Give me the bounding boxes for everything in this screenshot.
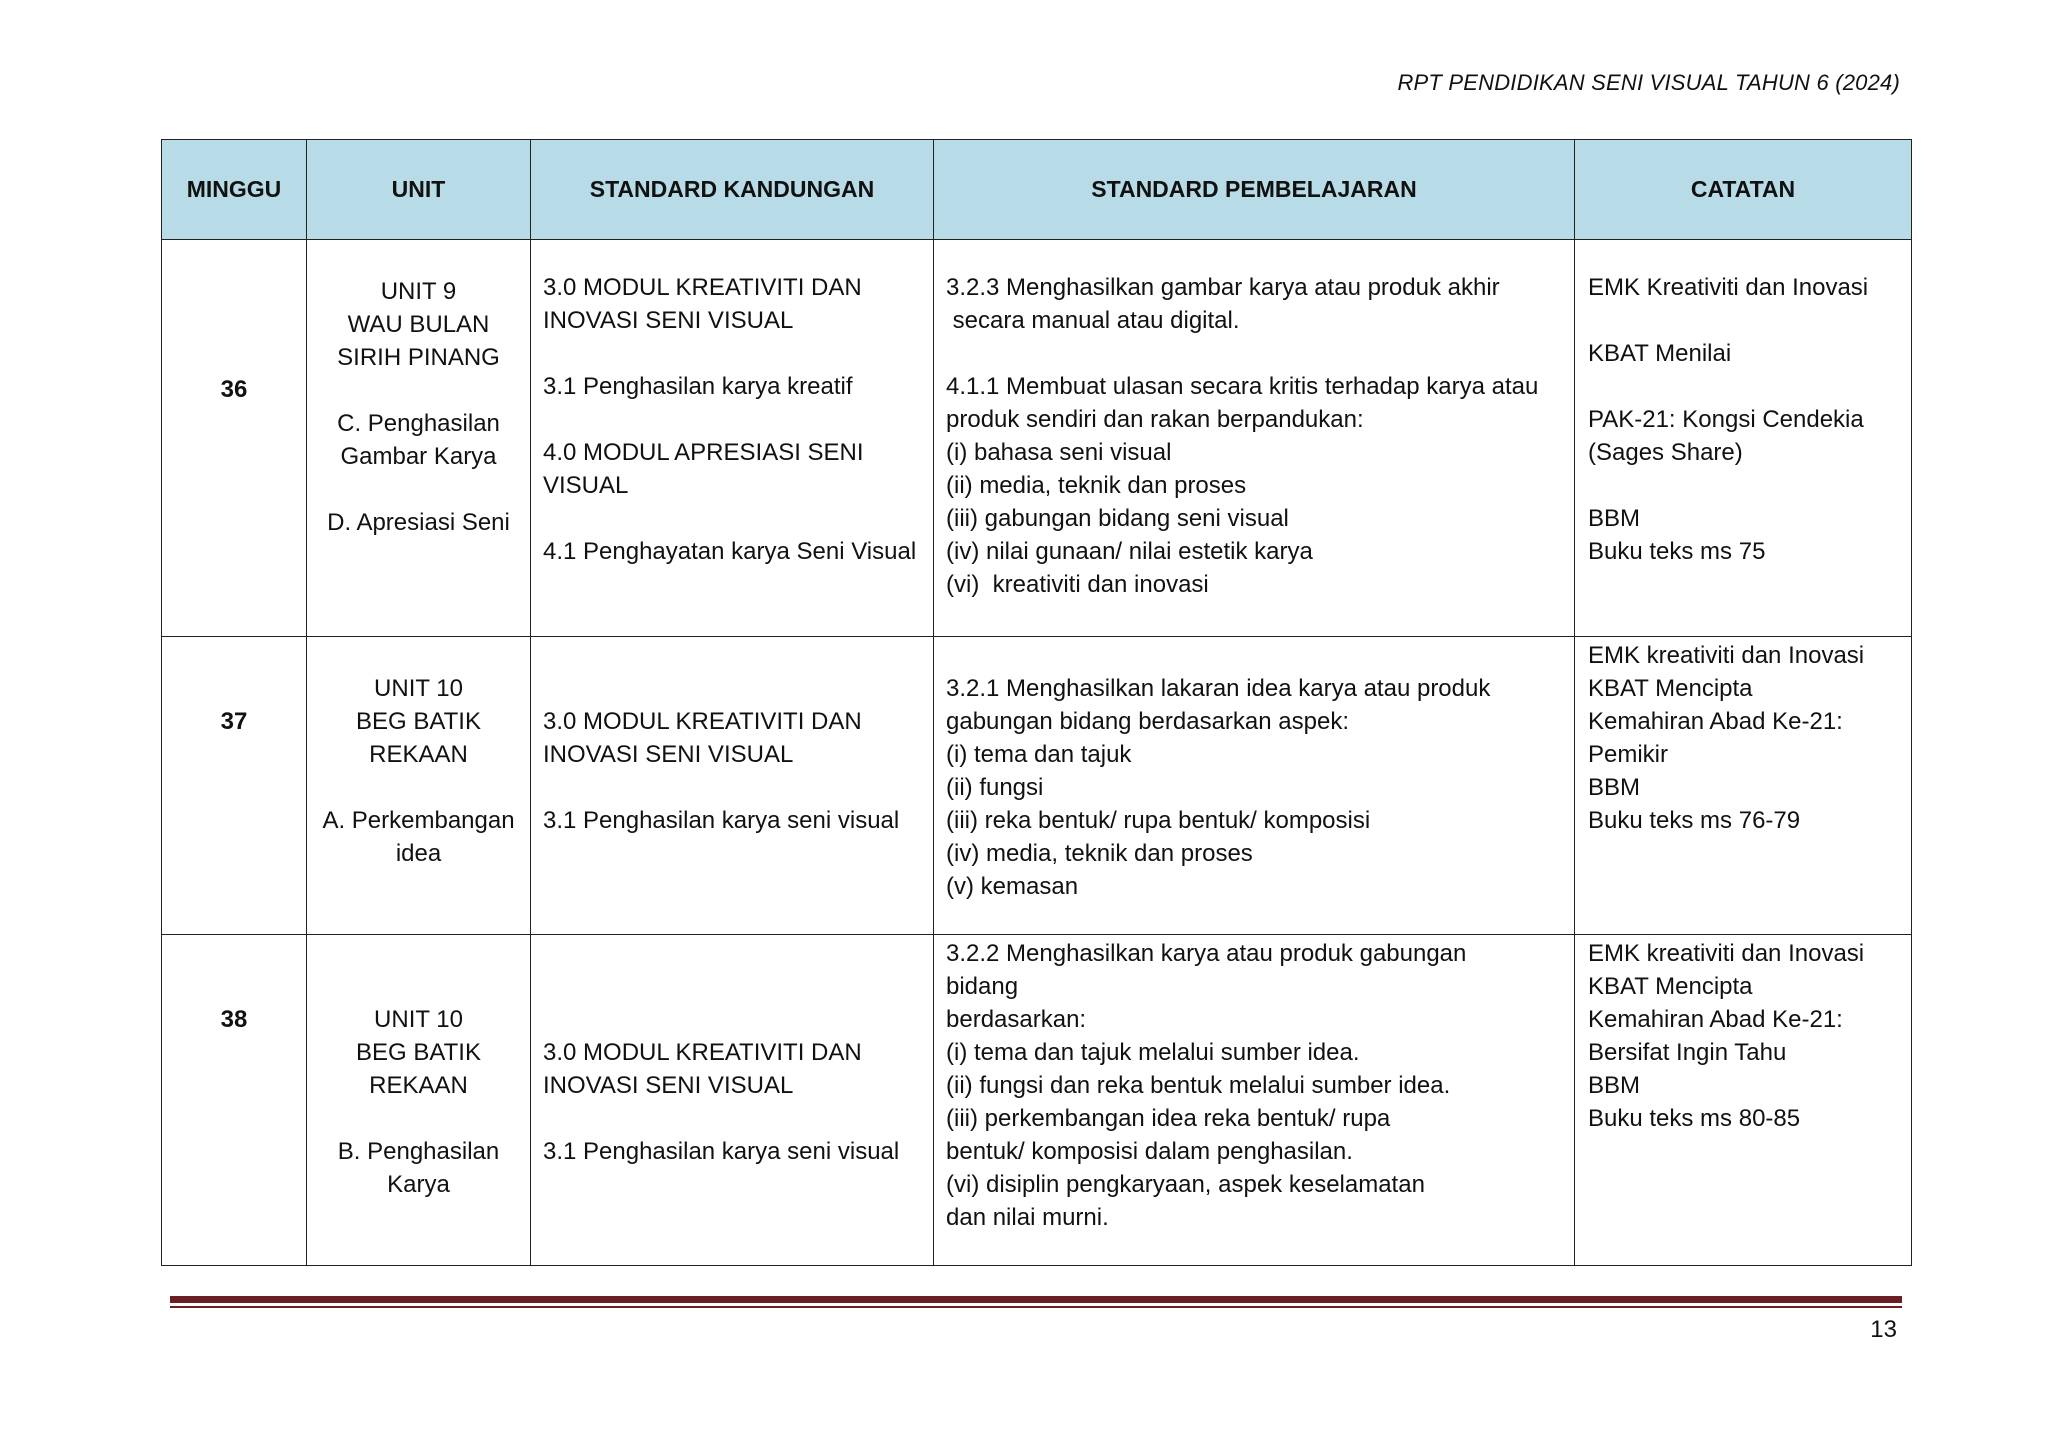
cell-text-line: Gambar Karya: [340, 443, 497, 470]
cell-text-line: BEG BATIK: [356, 1039, 481, 1066]
cell-text-line: bentuk/ komposisi dalam penghasilan.: [946, 1138, 1353, 1165]
cell-text-line: KBAT Mencipta: [1588, 973, 1753, 1000]
cell-text-line: BEG BATIK: [356, 708, 481, 735]
cell-text-line: 3.2.3 Menghasilkan gambar karya atau produk akhir: [946, 274, 1500, 301]
footer-divider: [170, 1296, 1902, 1308]
cell-text-line: (vi) kreativiti dan inovasi: [946, 571, 1209, 598]
cell-text-line: 3.0 MODUL KREATIVITI DAN: [543, 708, 862, 735]
cell-text-line: 3.1 Penghasilan karya kreatif: [543, 373, 853, 400]
cell-text-line: REKAAN: [369, 741, 468, 768]
cell-text-line: VISUAL: [543, 472, 629, 499]
cell-text-line: INOVASI SENI VISUAL: [543, 307, 794, 334]
cell-text-line: (i) bahasa seni visual: [946, 439, 1172, 466]
cell-text-line: 4.0 MODUL APRESIASI SENI: [543, 439, 864, 466]
column-header-unit: UNIT: [307, 140, 531, 240]
cell-text-line: dan nilai murni.: [946, 1204, 1109, 1231]
unit-cell: [307, 637, 531, 935]
cell-spacer: [543, 337, 923, 370]
page-header-title: RPT PENDIDIKAN SENI VISUAL TAHUN 6 (2024): [1397, 70, 1900, 95]
cell-text-line: PAK-21: Kongsi Cendekia: [1588, 406, 1864, 433]
column-header-catatan: CATATAN: [1575, 140, 1912, 240]
cell-text-line: BBM: [1588, 505, 1641, 532]
cell-spacer: [1588, 370, 1901, 403]
table-row-week-37: [162, 637, 1912, 935]
cell-text-line: (vi) disiplin pengkaryaan, aspek keselamatan: [946, 1171, 1425, 1198]
table-row-week-38: [162, 935, 1912, 1266]
cell-text-line: REKAAN: [369, 1072, 468, 1099]
cell-text-line: (v) kemasan: [946, 873, 1079, 900]
cell-text-line: UNIT 10: [374, 675, 463, 702]
standard-kandungan-cell: [531, 935, 934, 1266]
cell-text-line: Buku teks ms 76-79: [1588, 807, 1801, 834]
cell-spacer: [946, 337, 1564, 370]
cell-text-line: 3.1 Penghasilan karya seni visual: [543, 807, 900, 834]
catatan-cell: [1575, 240, 1912, 637]
cell-spacer: [313, 374, 524, 407]
cell-text-line: secara manual atau digital.: [946, 307, 1240, 334]
cell-spacer: [543, 502, 923, 535]
cell-spacer: [313, 473, 524, 506]
cell-text-line: Buku teks ms 80-85: [1588, 1105, 1801, 1132]
minggu-number: 38: [220, 1006, 248, 1033]
cell-spacer: [313, 771, 524, 804]
cell-text-line: (ii) fungsi dan reka bentuk melalui sumber idea.: [946, 1072, 1451, 1099]
footer-divider-thin: [170, 1306, 1902, 1308]
cell-text-line: INOVASI SENI VISUAL: [543, 741, 794, 768]
standard-pembelajaran-cell: [934, 240, 1575, 637]
cell-text-line: KBAT Menilai: [1588, 340, 1732, 367]
standard-pembelajaran-cell: [934, 935, 1575, 1266]
cell-text-line: (iv) nilai gunaan/ nilai estetik karya: [946, 538, 1313, 565]
cell-spacer: [1588, 469, 1901, 502]
table-row-week-36: [162, 240, 1912, 637]
cell-text-line: berdasarkan:: [946, 1006, 1087, 1033]
cell-spacer: [543, 771, 923, 804]
cell-text-line: UNIT 9: [380, 278, 457, 305]
cell-text-line: 4.1.1 Membuat ulasan secara kritis terhadap karya atau: [946, 373, 1539, 400]
cell-text-line: Kemahiran Abad Ke-21:: [1588, 708, 1843, 735]
cell-text-line: BBM: [1588, 1072, 1641, 1099]
cell-text-line: Buku teks ms 75: [1588, 538, 1766, 565]
cell-text-line: (Sages Share): [1588, 439, 1743, 466]
cell-text-line: KBAT Mencipta: [1588, 675, 1753, 702]
cell-text-line: 3.0 MODUL KREATIVITI DAN: [543, 274, 862, 301]
standard-kandungan-cell: [531, 637, 934, 935]
cell-text-line: (i) tema dan tajuk: [946, 741, 1132, 768]
minggu-number: 37: [220, 708, 248, 735]
cell-text-line: WAU BULAN: [347, 311, 490, 338]
cell-text-line: (iii) reka bentuk/ rupa bentuk/ komposisi: [946, 807, 1371, 834]
cell-text-line: EMK Kreativiti dan Inovasi: [1588, 274, 1869, 301]
cell-spacer: [1588, 304, 1901, 337]
cell-text-line: A. Perkembangan: [322, 807, 515, 834]
minggu-cell: [162, 637, 307, 935]
cell-text-line: 3.0 MODUL KREATIVITI DAN: [543, 1039, 862, 1066]
cell-text-line: UNIT 10: [374, 1006, 463, 1033]
cell-text-line: B. Penghasilan: [337, 1138, 500, 1165]
cell-text-line: BBM: [1588, 774, 1641, 801]
cell-text-line: (ii) media, teknik dan proses: [946, 472, 1247, 499]
cell-text-line: (iii) perkembangan idea reka bentuk/ rupa: [946, 1105, 1391, 1132]
cell-text-line: (iv) media, teknik dan proses: [946, 840, 1253, 867]
page-number: 13: [1870, 1316, 1897, 1343]
cell-text-line: SIRIH PINANG: [337, 344, 500, 371]
minggu-cell: [162, 935, 307, 1266]
cell-text-line: produk sendiri dan rakan berpandukan:: [946, 406, 1364, 433]
table-header-row: [162, 140, 1912, 240]
cell-text-line: Karya: [387, 1171, 450, 1198]
cell-text-line: EMK kreativiti dan Inovasi: [1588, 940, 1865, 967]
standard-pembelajaran-cell: [934, 637, 1575, 935]
cell-text-line: 3.2.1 Menghasilkan lakaran idea karya atau produk: [946, 675, 1491, 702]
standard-kandungan-cell: [531, 240, 934, 637]
column-header-standard-pembelajaran: STANDARD PEMBELAJARAN: [934, 140, 1575, 240]
cell-text-line: Bersifat Ingin Tahu: [1588, 1039, 1787, 1066]
cell-text-line: idea: [395, 840, 442, 867]
cell-text-line: 4.1 Penghayatan karya Seni Visual: [543, 538, 917, 565]
cell-text-line: (iii) gabungan bidang seni visual: [946, 505, 1289, 532]
cell-text-line: 3.1 Penghasilan karya seni visual: [543, 1138, 900, 1165]
cell-text-line: EMK kreativiti dan Inovasi: [1588, 642, 1865, 669]
column-header-standard-kandungan: STANDARD KANDUNGAN: [531, 140, 934, 240]
cell-text-line: Pemikir: [1588, 741, 1669, 768]
cell-text-line: (i) tema dan tajuk melalui sumber idea.: [946, 1039, 1360, 1066]
unit-cell: [307, 240, 531, 637]
cell-text-line: Kemahiran Abad Ke-21:: [1588, 1006, 1843, 1033]
cell-text-line: INOVASI SENI VISUAL: [543, 1072, 794, 1099]
cell-text-line: bidang: [946, 973, 1019, 1000]
cell-spacer: [543, 403, 923, 436]
catatan-cell: [1575, 637, 1912, 935]
cell-spacer: [543, 1102, 923, 1135]
cell-spacer: [313, 1102, 524, 1135]
rpt-table: [161, 139, 1912, 1266]
cell-text-line: (ii) fungsi: [946, 774, 1044, 801]
footer-divider-thick: [170, 1296, 1902, 1303]
cell-text-line: C. Penghasilan: [337, 410, 500, 437]
column-header-minggu: MINGGU: [162, 140, 307, 240]
cell-text-line: 3.2.2 Menghasilkan karya atau produk gabungan: [946, 940, 1467, 967]
cell-text-line: gabungan bidang berdasarkan aspek:: [946, 708, 1349, 735]
minggu-cell: [162, 240, 307, 637]
minggu-number: 36: [220, 376, 248, 403]
catatan-cell: [1575, 935, 1912, 1266]
unit-cell: [307, 935, 531, 1266]
cell-text-line: D. Apresiasi Seni: [327, 509, 510, 536]
